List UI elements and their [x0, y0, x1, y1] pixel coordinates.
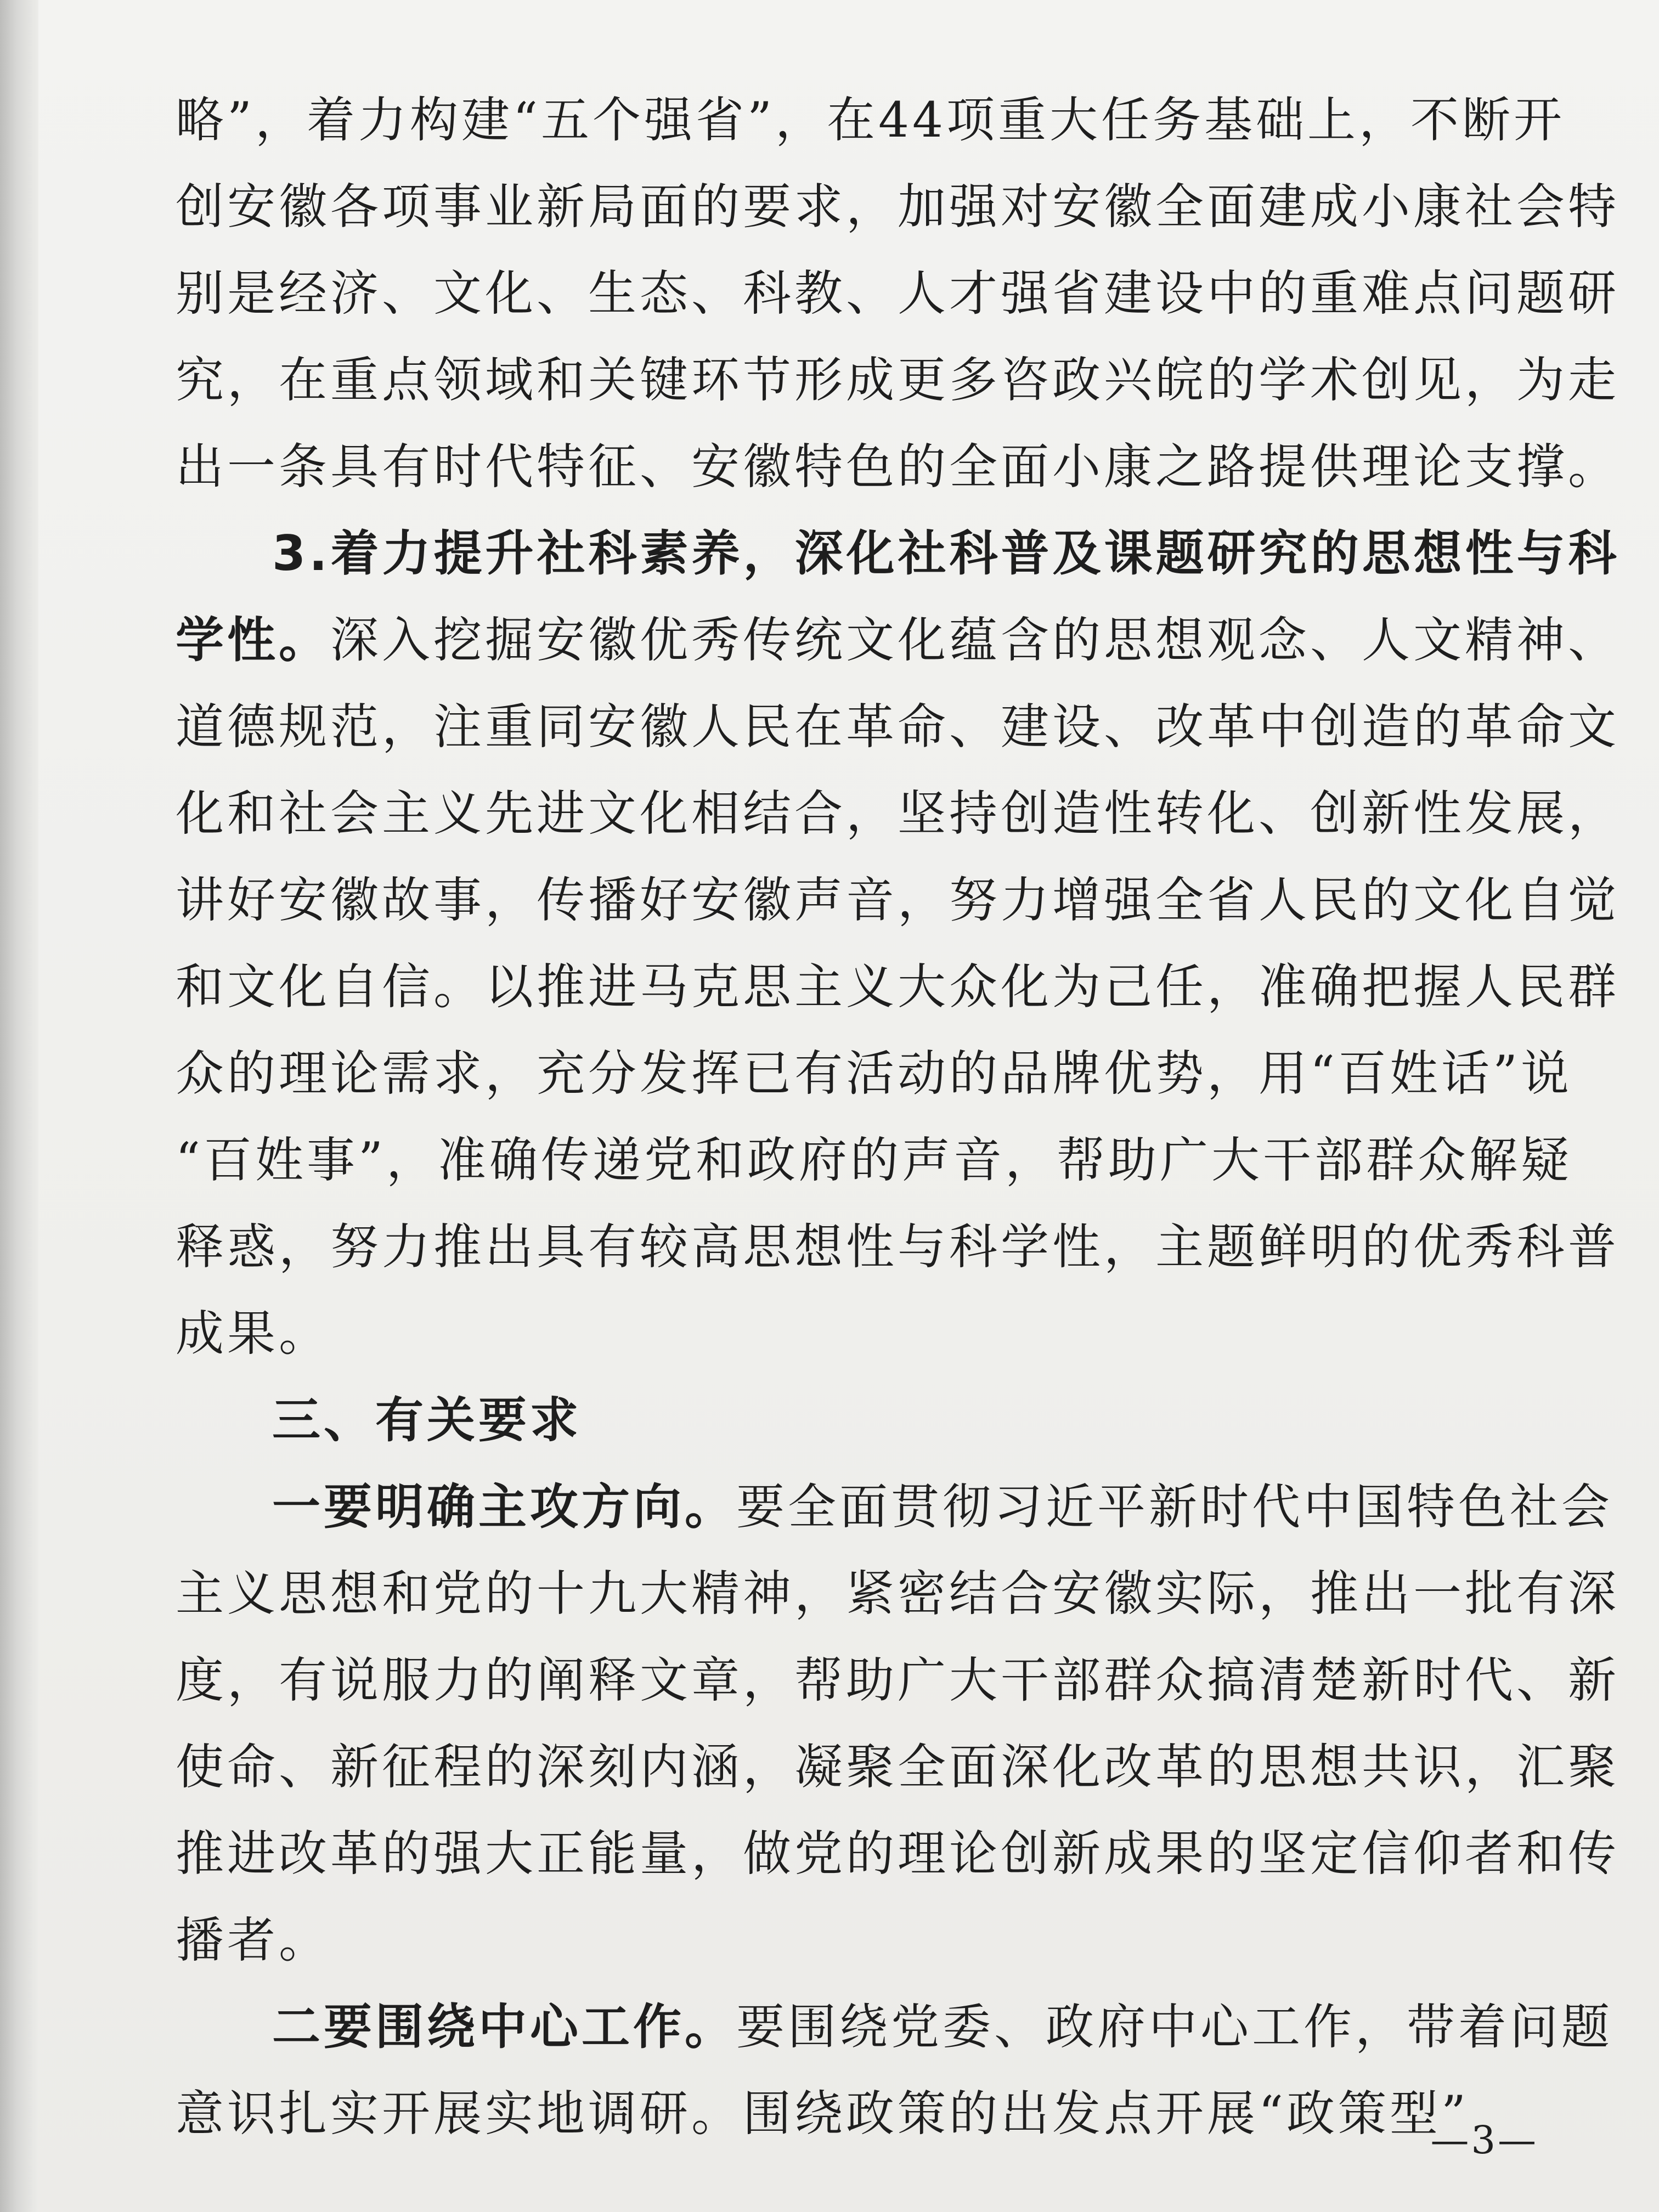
page-number: —3—	[1430, 2118, 1538, 2163]
document-body	[176, 77, 1620, 2157]
requirement-2-title: 二要围绕中心工作。	[272, 1999, 737, 2055]
section-3-title-line	[176, 510, 1620, 597]
body-line: 创安徽各项事业新局面的要求，加强对安徽全面建成小康社会特	[176, 178, 1620, 235]
requirement-1-line: 使命、新征程的深刻内涵，凝聚全面深化改革的思想共识，汇聚	[176, 1739, 1620, 1795]
requirement-2-line	[176, 1984, 1613, 2070]
page-shadow-edge	[0, 0, 38, 2212]
body-line: 出一条具有时代特征、安徽特色的全面小康之路提供理论支撑。	[176, 438, 1620, 495]
requirement-1-text: 要全面贯彻习近平新时代中国特色社会	[736, 1479, 1613, 1535]
requirement-2-line: 意识扎实开展实地调研。围绕政策的出发点开展“政策型”	[176, 2085, 1469, 2142]
body-line: 别是经济、文化、生态、科教、人才强省建设中的重难点问题研	[176, 265, 1620, 321]
document-page	[38, 0, 1659, 2212]
section-3-line: 成果。	[176, 1305, 331, 1362]
section-3-line: 道德规范，注重同安徽人民在革命、建设、改革中创造的革命文	[176, 698, 1620, 755]
section-3-line: 众的理论需求，充分发挥已有活动的品牌优势，用“百姓话”说	[176, 1045, 1572, 1102]
section-3-line: “百姓事”，准确传递党和政府的声音，帮助广大干部群众解疑	[176, 1132, 1572, 1188]
section-3-line: 释惑，努力推出具有较高思想性与科学性，主题鲜明的优秀科普	[176, 1218, 1620, 1275]
requirement-1-line	[176, 1464, 1613, 1550]
body-line: 究，在重点领域和关键环节形成更多咨政兴皖的学术创见，为走	[176, 352, 1620, 408]
requirement-1-line: 度，有说服力的阐释文章，帮助广大干部群众搞清楚新时代、新	[176, 1652, 1620, 1708]
requirement-2-text: 要围绕党委、政府中心工作，带着问题	[736, 1999, 1613, 2055]
requirement-1-title: 一要明确主攻方向。	[272, 1479, 737, 1535]
body-line: 略”，着力构建“五个强省”，在44项重大任务基础上，不断开	[176, 92, 1565, 148]
section-3-line: 化和社会主义先进文化相结合，坚持创造性转化、创新性发展，	[176, 785, 1620, 842]
section-3-title-cont: 学性。	[176, 612, 331, 668]
section-3-line: 讲好安徽故事，传播好安徽声音，努力增强全省人民的文化自觉	[176, 872, 1620, 928]
requirement-1-line: 主义思想和党的十九大精神，紧密结合安徽实际，推出一批有深	[176, 1565, 1620, 1622]
requirement-1-line: 播者。	[176, 1912, 331, 1968]
section-heading: 三、有关要求	[272, 1392, 582, 1448]
section-3-text: 深入挖掘安徽优秀传统文化蕴含的思想观念、人文精神、	[330, 612, 1620, 668]
section-3-line: 和文化自信。以推进马克思主义大众化为己任，准确把握人民群	[176, 958, 1620, 1015]
section-3-line	[176, 597, 1620, 684]
requirement-1-line: 推进改革的强大正能量，做党的理论创新成果的坚定信仰者和传	[176, 1825, 1620, 1882]
section-3-title: 3.着力提升社科素养，深化社科普及课题研究的思想性与科	[272, 525, 1620, 582]
